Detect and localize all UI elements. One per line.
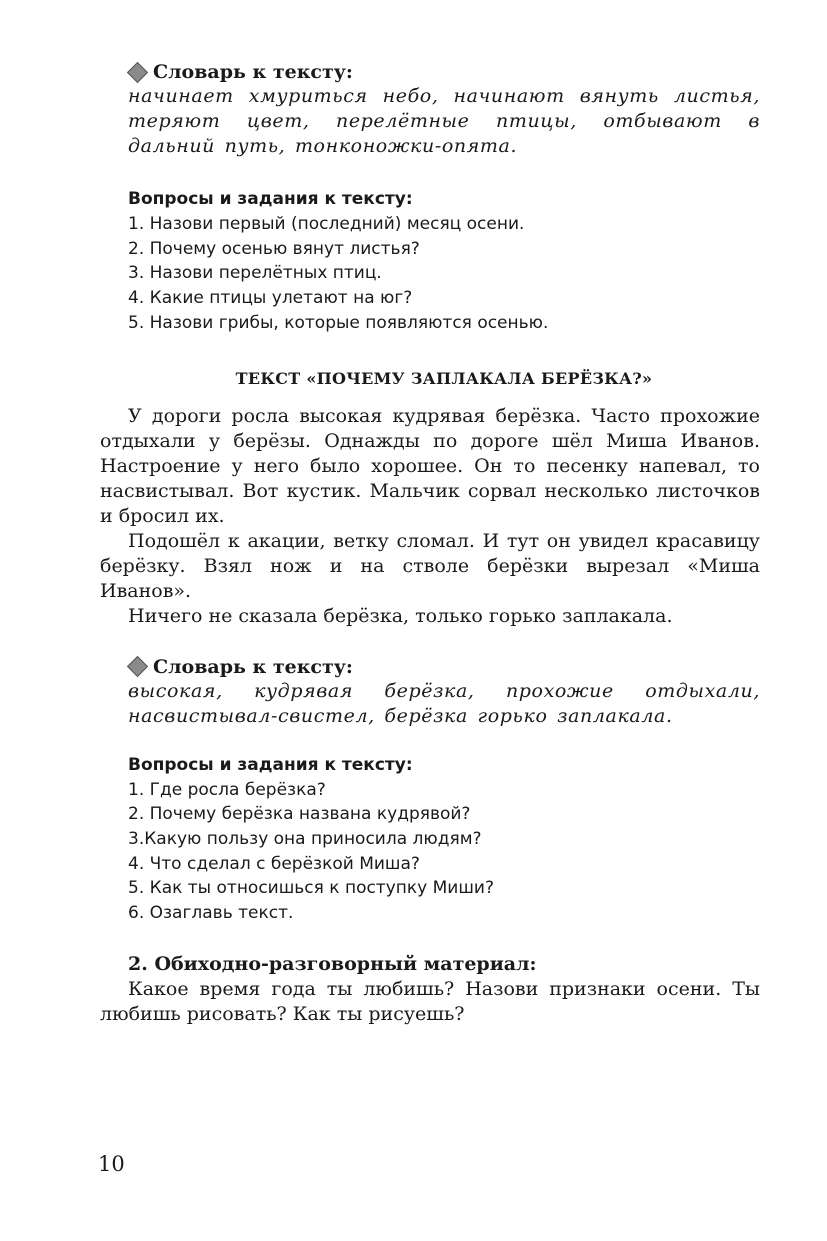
text-title: ТЕКСТ «ПОЧЕМУ ЗАПЛАКАЛА БЕРЁЗКА?» (235, 368, 653, 388)
questions-heading: Вопросы и задания к тексту: (128, 189, 413, 209)
story-paragraph: У дороги росла высокая кудрявая берёзка. Часто прохожие отдыхали у берёзы. Однажды по дороге шёл Миша Иванов. Настроение у него было хорошее. Он то песенку напевал, то насвистывал. Вот кустик. Мальчик сорвал несколько листочков и бросил их. (100, 404, 760, 527)
vocabulary-block-1 (128, 60, 760, 159)
question-item: 1. Назови первый (последний) месяц осени. (128, 214, 525, 234)
question-item: 3.Какую пользу она приносила людям? (128, 828, 482, 849)
story-paragraph: Ничего не сказала берёзка, только горько заплакала. (128, 604, 673, 627)
story-paragraph: Подошёл к акации, ветку сломал. И тут он увидел красавицу берёзку. Взял нож и на стволе берёзки вырезал «Миша Иванов». (100, 529, 760, 602)
diamond-bullet-icon (127, 61, 148, 82)
question-item: 4. Что сделал с берёзкой Миша? (128, 853, 420, 874)
questions-block-2 (128, 753, 760, 926)
vocabulary-text: начинает хмуриться небо, начинают вянуть листья, теряют цвет, перелётные птицы, отбывают в дальний путь, тонконожки-опята. (128, 85, 760, 157)
page-content (100, 60, 760, 1027)
page-number: 10 (98, 1152, 125, 1176)
questions-block-1 (128, 187, 760, 336)
diamond-bullet-icon (127, 656, 148, 677)
question-item: 5. Как ты относишься к поступку Миши? (128, 878, 494, 899)
question-item: 1. Где росла берёзка? (128, 779, 326, 800)
vocabulary-heading: Словарь к тексту: (153, 655, 353, 678)
conversation-section (100, 952, 760, 1027)
questions-heading: Вопросы и задания к тексту: (128, 754, 413, 775)
vocabulary-heading: Словарь к тексту: (153, 61, 353, 83)
vocabulary-text: высокая, кудрявая берёзка, прохожие отдыхали, насвистывал-свистел, берёзка горько заплакала. (128, 679, 760, 727)
section-text: Какое время года ты любишь? Назови признаки осени. Ты любишь рисовать? Как ты рисуешь? (100, 977, 760, 1025)
question-item: 3. Назови перелётных птиц. (128, 263, 382, 284)
section-heading: 2. Обиходно-разговорный материал: (128, 952, 537, 975)
story-text (100, 404, 760, 629)
question-item: 6. Озаглавь текст. (128, 903, 294, 924)
question-item: 5. Назови грибы, которые появляются осенью. (128, 312, 549, 333)
vocabulary-block-2 (128, 655, 760, 729)
question-item: 4. Какие птицы улетают на юг? (128, 288, 413, 309)
question-item: 2. Почему осенью вянут листья? (128, 238, 420, 259)
question-item: 2. Почему берёзка названа кудрявой? (128, 804, 471, 825)
